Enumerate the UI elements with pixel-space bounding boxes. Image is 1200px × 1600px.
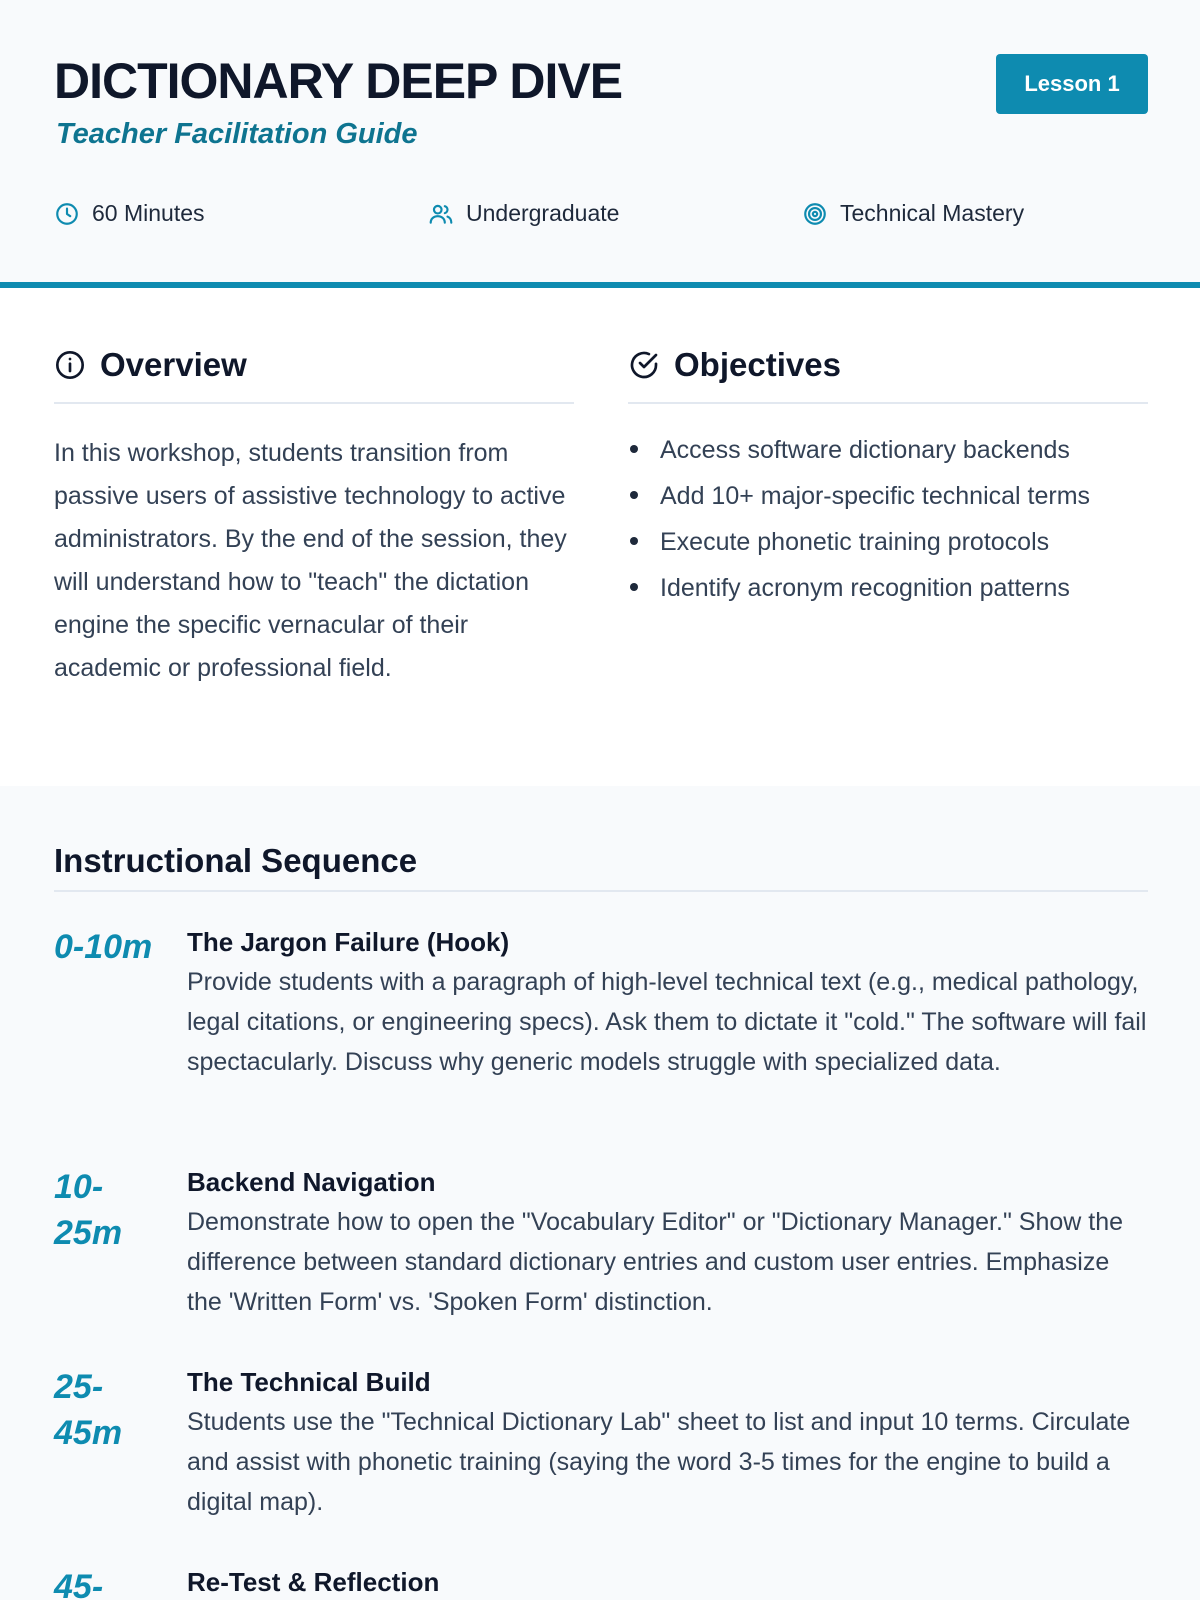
meta-audience [428, 200, 619, 227]
step-body [187, 924, 1147, 1082]
objective-text: Execute phonetic training protocols [660, 528, 1050, 556]
step-title: Backend Navigation [187, 1167, 436, 1197]
sequence-heading: Instructional Sequence [54, 842, 418, 879]
objective-item [628, 568, 1148, 608]
overview-section [54, 338, 574, 690]
objectives-heading-row [628, 338, 1148, 404]
objectives-section [628, 338, 1148, 614]
meta-audience-label: Undergraduate [466, 200, 620, 226]
objective-item [628, 430, 1148, 470]
step-description: Provide students with a paragraph of high-level technical text (e.g., medical pathology, legal citations, or engineering specs). Ask them to dictate it "cold." The software will fail spectacularly. Discuss why generic models struggle with specialized data. [187, 968, 1147, 1076]
objective-text: Add 10+ major-specific technical terms [660, 482, 1091, 510]
objective-text: Identify acronym recognition patterns [660, 574, 1070, 602]
step-time: 25-45m [54, 1368, 123, 1452]
overview-text: In this workshop, students transition from passive users of assistive technology to active administrators. By the end of the session, they will understand how to "teach" the dictation engine the specific vernacular of their academic or professional field. [54, 439, 567, 682]
target-icon [802, 201, 828, 227]
objective-text: Access software dictionary backends [660, 436, 1070, 464]
step-body [187, 1164, 1147, 1322]
bullet-icon [630, 491, 638, 499]
step-description: Students use the "Technical Dictionary Lab" sheet to list and input 10 terms. Circulate and assist with phonetic training (saying the word 3-5 times for the engine to build a digital map). [187, 1408, 1131, 1516]
page-title: DICTIONARY DEEP DIVE [54, 53, 623, 109]
bullet-icon [630, 537, 638, 545]
lesson-header [0, 0, 1200, 288]
objective-item [628, 476, 1148, 516]
step-body [187, 1364, 1147, 1522]
meta-focus [802, 200, 1024, 227]
meta-duration [54, 200, 205, 227]
clock-icon [54, 201, 80, 227]
meta-duration-label: 60 Minutes [92, 200, 205, 226]
meta-focus-label: Technical Mastery [840, 200, 1025, 226]
lesson-badge: Lesson 1 [996, 54, 1148, 114]
info-icon [54, 349, 86, 381]
overview-heading: Overview [100, 346, 247, 383]
step-title: Re-Test & Reflection [187, 1567, 440, 1597]
objectives-list [628, 430, 1148, 608]
bullet-icon [630, 583, 638, 591]
check-circle-icon [628, 349, 660, 381]
step-time: 0-10m [54, 928, 153, 966]
page-subtitle: Teacher Facilitation Guide [56, 118, 418, 150]
instructional-sequence-section [0, 786, 1200, 1600]
step-description: Demonstrate how to open the "Vocabulary Editor" or "Dictionary Manager." Show the difference between standard dictionary entries and custom user entries. Emphasize the 'Written Form' vs. 'Spoken Form' distinction. [187, 1208, 1123, 1316]
sequence-heading-row [54, 842, 1148, 892]
bullet-icon [630, 445, 638, 453]
users-icon [428, 201, 454, 227]
step-title: The Jargon Failure (Hook) [187, 927, 510, 957]
objectives-heading: Objectives [674, 346, 841, 383]
objective-item [628, 522, 1148, 562]
step-title: The Technical Build [187, 1367, 431, 1397]
step-time: 45- [54, 1568, 104, 1600]
overview-heading-row [54, 338, 574, 404]
step-time: 10-25m [54, 1168, 123, 1252]
step-body [187, 1564, 1147, 1600]
